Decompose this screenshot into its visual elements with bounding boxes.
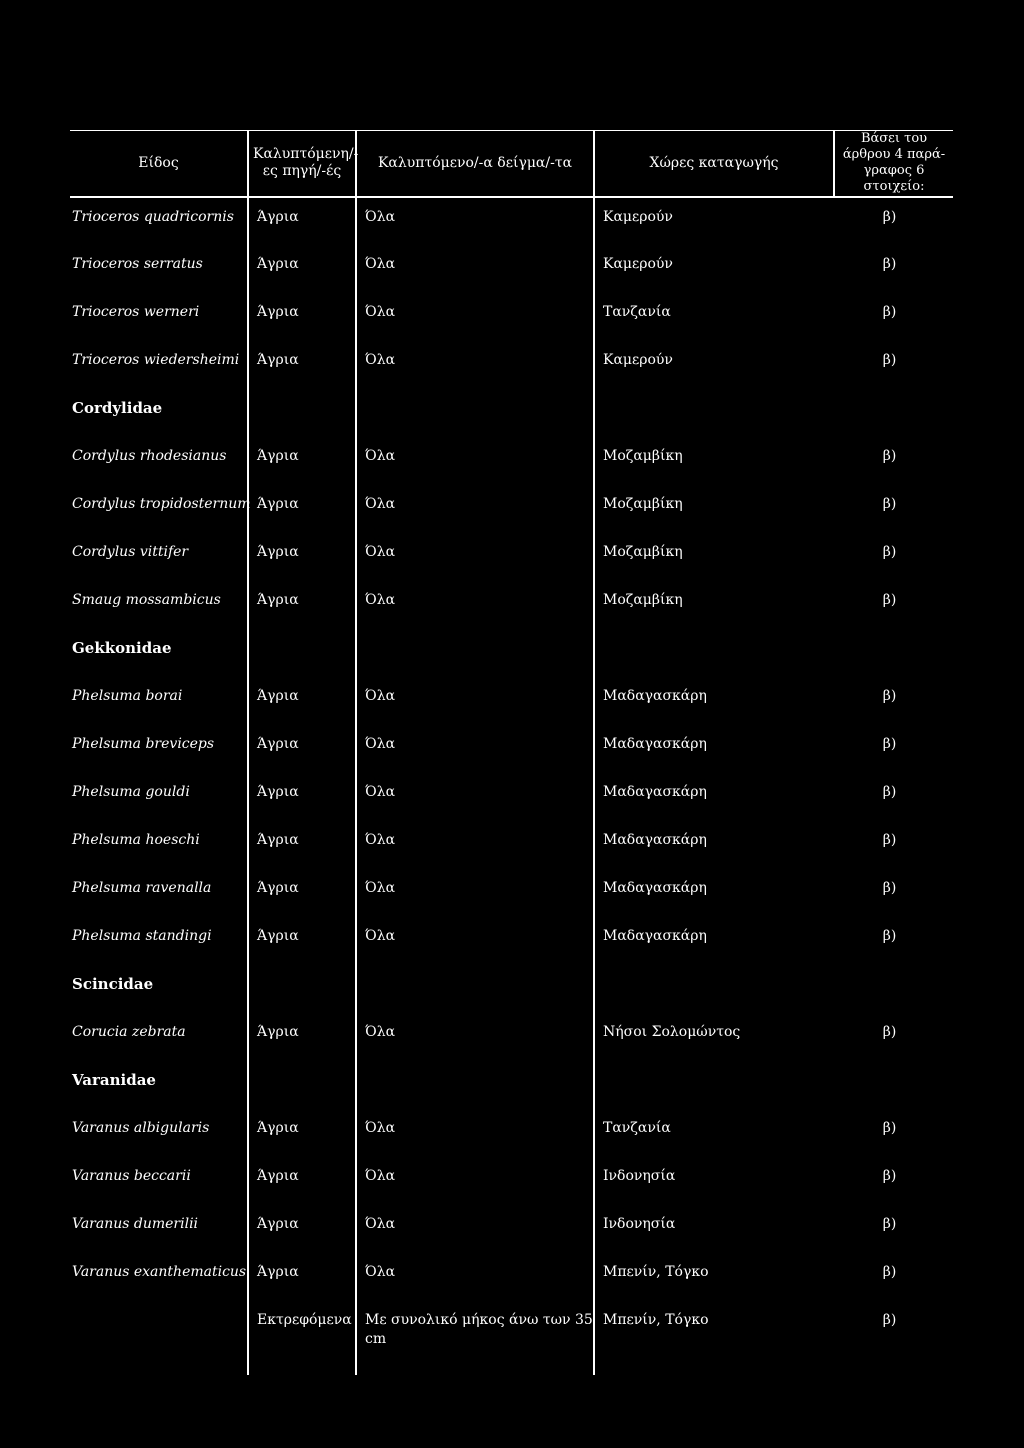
basis-cell xyxy=(834,389,953,437)
country-cell: Καμερούν xyxy=(594,197,834,245)
country-cell xyxy=(594,389,834,437)
document-page xyxy=(70,130,953,1375)
header-species: Είδος xyxy=(70,131,248,197)
source-cell: Άγρια xyxy=(248,1253,356,1301)
specimens-cell: Όλα xyxy=(356,245,594,293)
basis-cell: β) xyxy=(882,543,897,560)
table-row xyxy=(70,533,953,581)
species-name: Cordylus vittifer xyxy=(72,543,189,560)
country-cell xyxy=(594,965,834,1013)
species-name: Trioceros wiedersheimi xyxy=(72,351,240,368)
family-name: Gekkonidae xyxy=(72,638,172,657)
source-cell: Άγρια xyxy=(248,869,356,917)
source-cell: Άγρια xyxy=(248,821,356,869)
basis-cell: β) xyxy=(882,687,897,704)
family-row xyxy=(70,1061,953,1109)
table-row xyxy=(70,437,953,485)
country-cell: Μαδαγασκάρη xyxy=(594,821,834,869)
specimens-cell: Όλα xyxy=(356,341,594,389)
source-cell: Άγρια xyxy=(248,485,356,533)
species-name: Varanus exanthematicus xyxy=(72,1263,247,1280)
table-body xyxy=(70,197,953,1375)
basis-cell: β) xyxy=(882,1167,897,1184)
table-row xyxy=(70,677,953,725)
table-row xyxy=(70,581,953,629)
source-cell xyxy=(248,629,356,677)
basis-cell: β) xyxy=(882,495,897,512)
country-cell: Τανζανία xyxy=(594,1109,834,1157)
specimens-cell: Όλα xyxy=(356,1157,594,1205)
country-cell: Μπενίν, Τόγκο xyxy=(594,1253,834,1301)
source-cell: Άγρια xyxy=(248,293,356,341)
table-row xyxy=(70,1205,953,1253)
basis-cell: β) xyxy=(882,735,897,752)
country-cell: Καμερούν xyxy=(594,245,834,293)
source-cell: Άγρια xyxy=(248,1205,356,1253)
basis-cell: β) xyxy=(882,783,897,800)
source-cell: Άγρια xyxy=(248,533,356,581)
source-cell: Άγρια xyxy=(248,437,356,485)
country-cell: Τανζανία xyxy=(594,293,834,341)
table-row xyxy=(70,1013,953,1061)
country-cell: Μοζαμβίκη xyxy=(594,533,834,581)
specimens-cell: Όλα xyxy=(356,1205,594,1253)
table-row xyxy=(70,773,953,821)
specimens-cell xyxy=(356,1061,594,1109)
species-name: Phelsuma standingi xyxy=(72,927,212,944)
species-name: Phelsuma hoeschi xyxy=(72,831,200,848)
specimens-cell: Όλα xyxy=(356,917,594,965)
species-name: Trioceros serratus xyxy=(72,255,203,272)
country-cell: Καμερούν xyxy=(594,341,834,389)
species-name: Phelsuma borai xyxy=(72,687,183,704)
country-cell: Μαδαγασκάρη xyxy=(594,917,834,965)
table-row xyxy=(70,725,953,773)
specimens-cell: Όλα xyxy=(356,581,594,629)
specimens-cell: Όλα xyxy=(356,1013,594,1061)
family-name: Scincidae xyxy=(72,974,154,993)
species-name: Cordylus rhodesianus xyxy=(72,447,227,464)
species-name xyxy=(70,1301,248,1375)
country-cell: Μαδαγασκάρη xyxy=(594,773,834,821)
source-cell: Άγρια xyxy=(248,773,356,821)
country-cell: Μπενίν, Τόγκο xyxy=(594,1301,834,1375)
basis-cell: β) xyxy=(882,303,897,320)
country-cell xyxy=(594,629,834,677)
source-cell: Άγρια xyxy=(248,1013,356,1061)
species-table xyxy=(70,130,953,1375)
specimens-cell: Όλα xyxy=(356,1253,594,1301)
source-cell xyxy=(248,1061,356,1109)
family-row xyxy=(70,629,953,677)
basis-cell: β) xyxy=(882,1263,897,1280)
basis-cell: β) xyxy=(882,879,897,896)
table-row xyxy=(70,293,953,341)
specimens-cell xyxy=(356,389,594,437)
species-name: Varanus dumerilii xyxy=(72,1215,199,1232)
source-cell: Άγρια xyxy=(248,197,356,245)
family-row xyxy=(70,389,953,437)
family-row xyxy=(70,965,953,1013)
basis-cell xyxy=(834,629,953,677)
family-name: Cordylidae xyxy=(72,398,163,417)
specimens-cell: Όλα xyxy=(356,533,594,581)
country-cell: Ινδονησία xyxy=(594,1157,834,1205)
source-cell: Άγρια xyxy=(248,1109,356,1157)
header-source: Καλυπτόμενη/-ες πηγή/-ές xyxy=(248,131,356,197)
source-cell: Άγρια xyxy=(248,245,356,293)
table-row xyxy=(70,1157,953,1205)
species-name: Phelsuma gouldi xyxy=(72,783,190,800)
basis-cell: β) xyxy=(882,591,897,608)
source-cell: Άγρια xyxy=(248,581,356,629)
source-cell xyxy=(248,965,356,1013)
country-cell: Μαδαγασκάρη xyxy=(594,725,834,773)
specimens-cell: Όλα xyxy=(356,869,594,917)
table-row xyxy=(70,341,953,389)
source-cell xyxy=(248,389,356,437)
specimens-cell: Όλα xyxy=(356,725,594,773)
species-name: Cordylus tropidosternum xyxy=(72,495,251,512)
basis-cell: β) xyxy=(882,1311,897,1328)
source-cell: Άγρια xyxy=(248,917,356,965)
basis-cell: β) xyxy=(882,1119,897,1136)
country-cell: Μαδαγασκάρη xyxy=(594,677,834,725)
source-cell: Άγρια xyxy=(248,677,356,725)
country-cell: Νήσοι Σολομώντος xyxy=(594,1013,834,1061)
species-name: Varanus albigularis xyxy=(72,1119,210,1136)
basis-cell xyxy=(834,965,953,1013)
header-basis: Βάσει του άρθρου 4 παρά-γραφος 6 στοιχείο: xyxy=(834,131,953,197)
basis-cell: β) xyxy=(882,831,897,848)
source-cell: Άγρια xyxy=(248,1157,356,1205)
country-cell: Μοζαμβίκη xyxy=(594,437,834,485)
header-specimens: Καλυπτόμενο/-α δείγμα/-τα xyxy=(356,131,594,197)
source-cell: Άγρια xyxy=(248,341,356,389)
table-row xyxy=(70,917,953,965)
country-cell: Μοζαμβίκη xyxy=(594,485,834,533)
specimens-cell xyxy=(356,965,594,1013)
specimens-cell: Όλα xyxy=(356,485,594,533)
species-name: Corucia zebrata xyxy=(72,1023,186,1040)
species-name: Phelsuma ravenalla xyxy=(72,879,212,896)
specimens-cell: Όλα xyxy=(356,437,594,485)
country-cell: Μαδαγασκάρη xyxy=(594,869,834,917)
basis-cell: β) xyxy=(882,255,897,272)
table-header xyxy=(70,131,953,197)
species-name: Smaug mossambicus xyxy=(72,591,221,608)
specimens-cell: Όλα xyxy=(356,293,594,341)
family-name: Varanidae xyxy=(72,1070,156,1089)
species-name: Varanus beccarii xyxy=(72,1167,191,1184)
basis-cell: β) xyxy=(882,927,897,944)
species-name: Phelsuma breviceps xyxy=(72,735,215,752)
basis-cell: β) xyxy=(882,208,897,225)
header-countries: Χώρες καταγωγής xyxy=(594,131,834,197)
species-name: Trioceros werneri xyxy=(72,303,200,320)
basis-cell: β) xyxy=(882,1215,897,1232)
source-cell: Άγρια xyxy=(248,725,356,773)
basis-cell: β) xyxy=(882,1023,897,1040)
basis-cell: β) xyxy=(882,447,897,464)
table-row xyxy=(70,1253,953,1301)
country-cell: Ινδονησία xyxy=(594,1205,834,1253)
specimens-cell: Όλα xyxy=(356,773,594,821)
specimens-cell: Όλα xyxy=(356,197,594,245)
specimens-cell: Όλα xyxy=(356,821,594,869)
specimens-cell: Όλα xyxy=(356,677,594,725)
specimens-cell: Όλα xyxy=(356,1109,594,1157)
table-row xyxy=(70,821,953,869)
country-cell xyxy=(594,1061,834,1109)
country-cell: Μοζαμβίκη xyxy=(594,581,834,629)
source-cell: Εκτρεφόμενα xyxy=(248,1301,356,1375)
table-row xyxy=(70,1109,953,1157)
table-row xyxy=(70,197,953,245)
specimens-cell xyxy=(356,629,594,677)
species-name: Trioceros quadricornis xyxy=(72,208,234,225)
basis-cell xyxy=(834,1061,953,1109)
header-row xyxy=(70,131,953,197)
table-row xyxy=(70,869,953,917)
basis-cell: β) xyxy=(882,351,897,368)
table-row xyxy=(70,1301,953,1375)
table-row xyxy=(70,245,953,293)
table-row xyxy=(70,485,953,533)
specimens-cell: Με συνολικό μήκος άνω των 35 cm xyxy=(356,1301,594,1375)
